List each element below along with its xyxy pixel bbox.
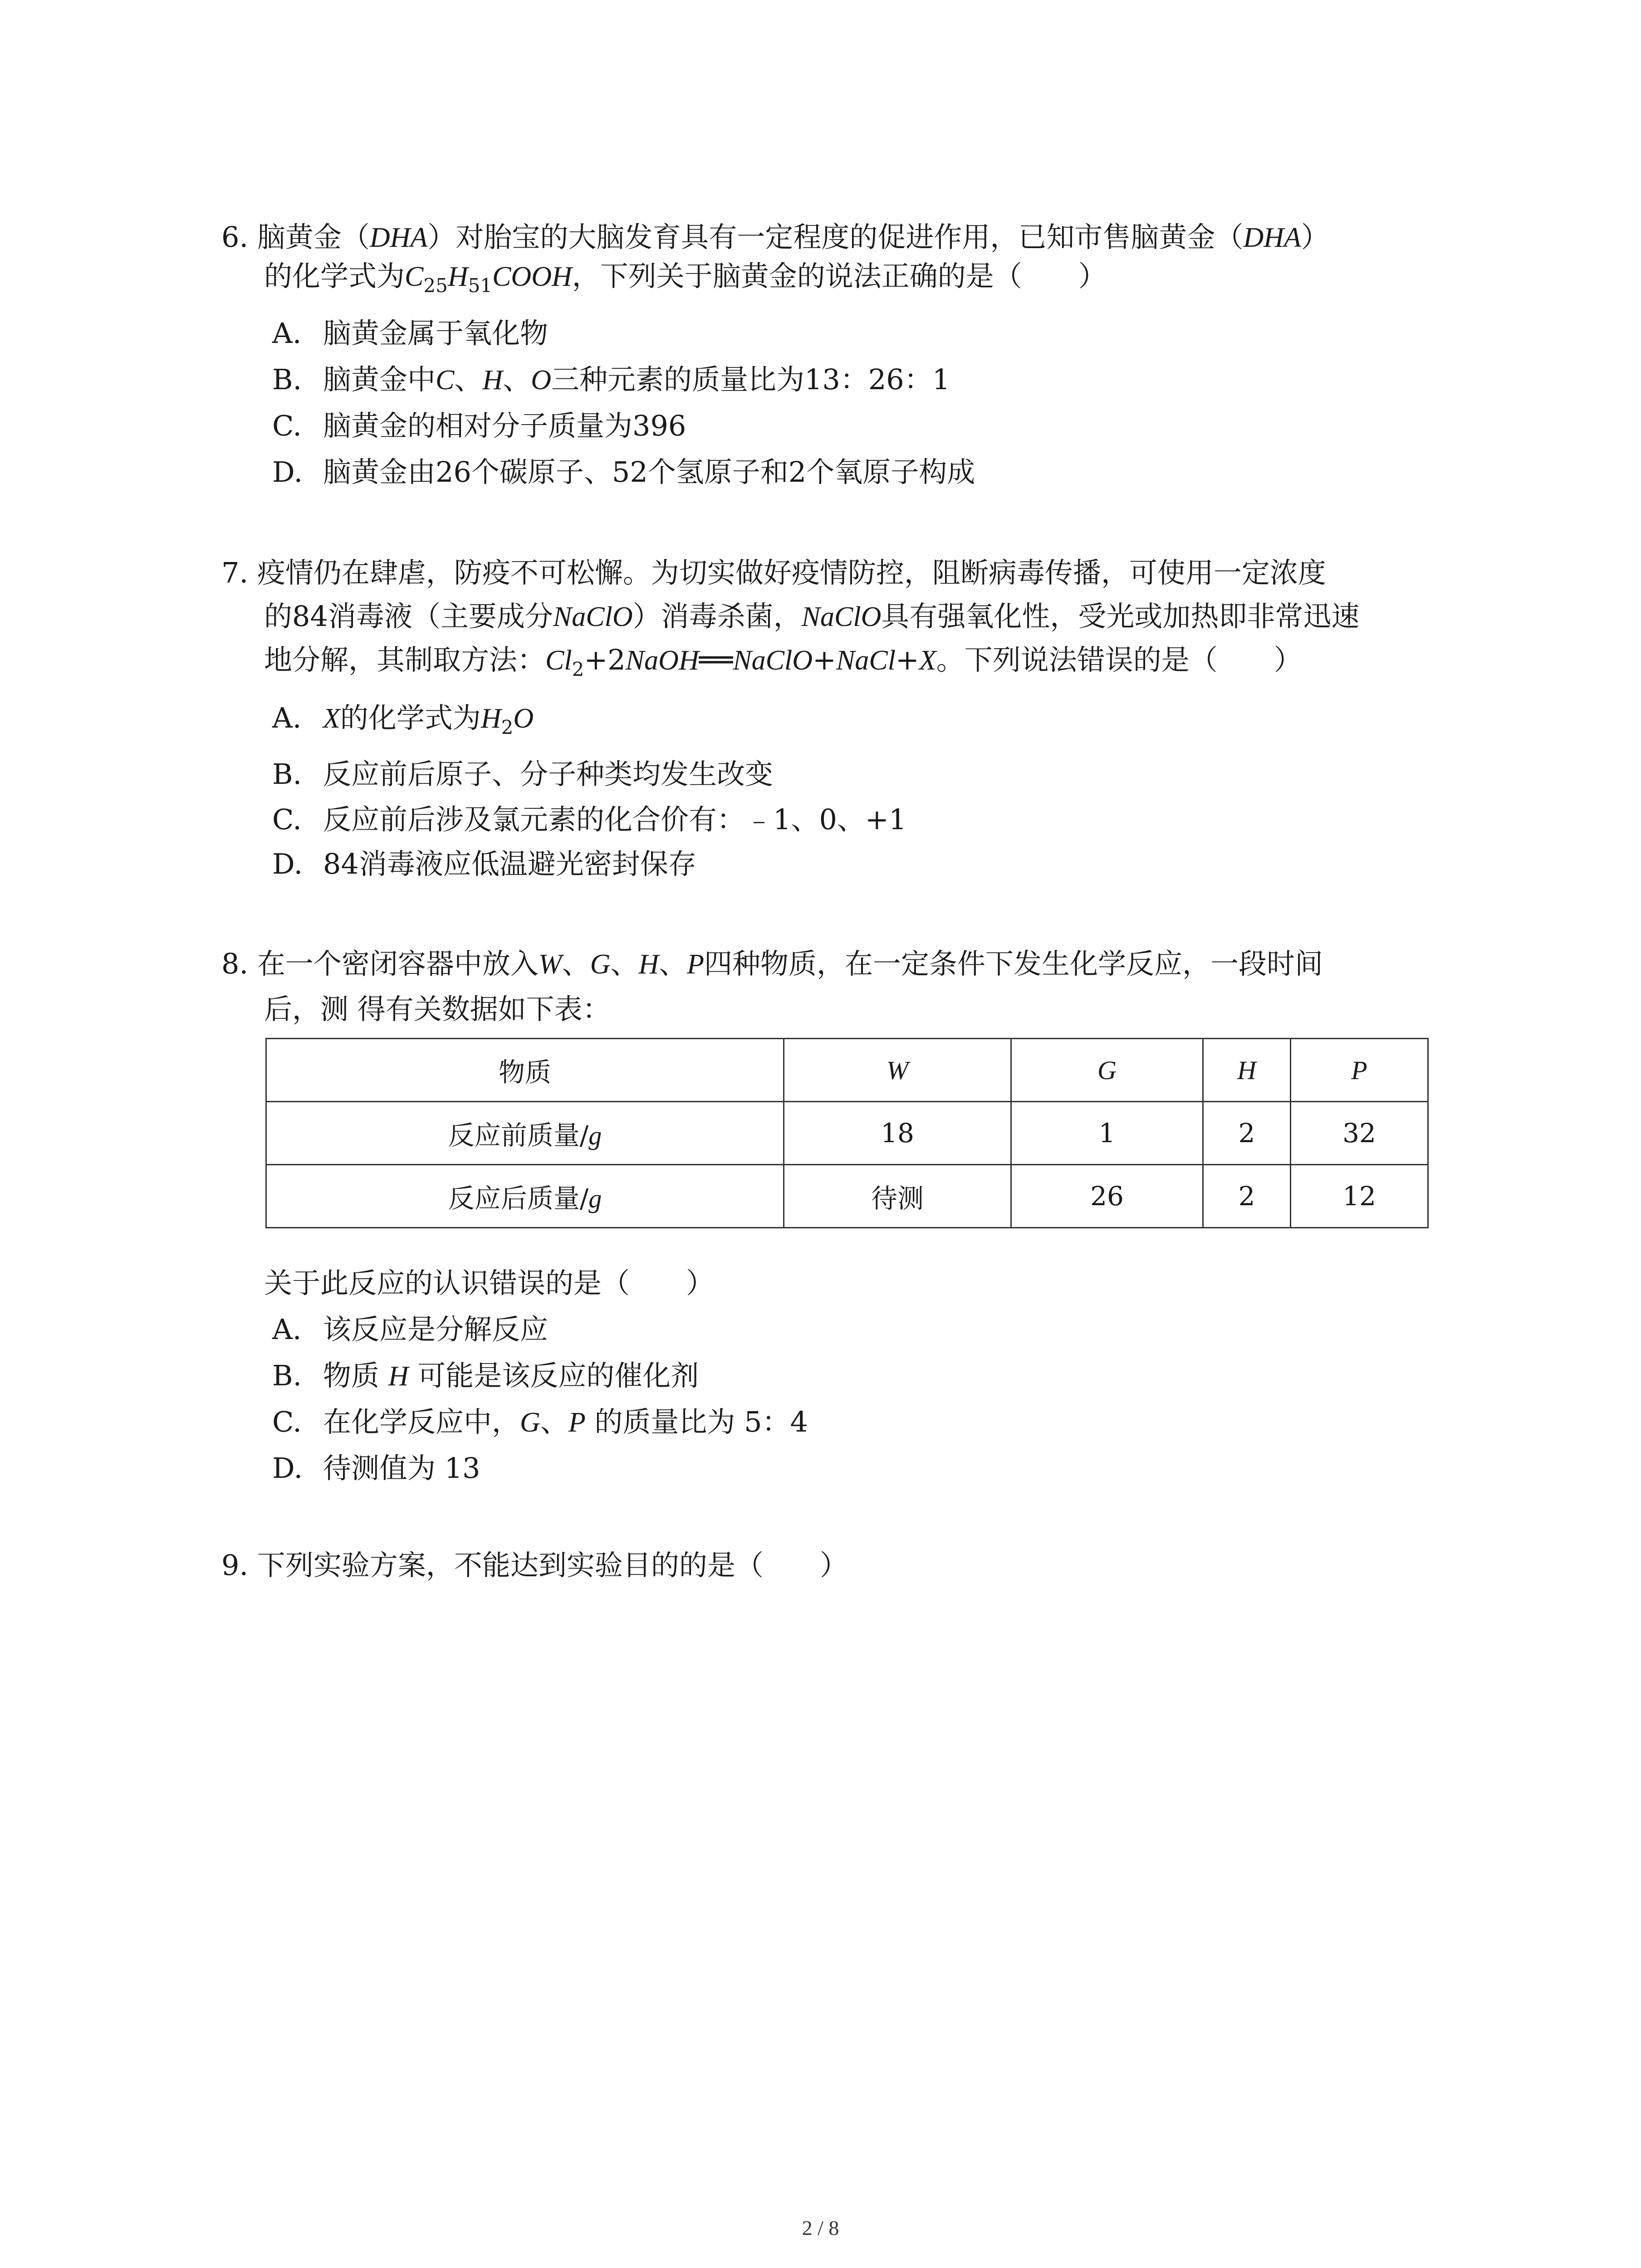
table-cell: 待测 <box>784 1165 1011 1228</box>
q8-option-b: B. 物质 H 可能是该反应的催化剂 <box>272 1359 699 1392</box>
q6-option-b: B. 脑黄金中C、H、O三种元素的质量比为13：26：1 <box>272 363 950 396</box>
table-cell: 32 <box>1291 1102 1428 1165</box>
q7-line-2: 的84消毒液（主要成分NaClO）消毒杀菌，NaClO具有强氧化性，受光或加热即非常迅速 <box>264 600 1360 633</box>
table-header-cell: G <box>1011 1039 1203 1102</box>
q8-number: 8. <box>221 947 249 980</box>
q9-number: 9. <box>221 1549 249 1582</box>
table-cell: 2 <box>1203 1102 1291 1165</box>
page-number: 2 / 8 <box>802 2216 839 2239</box>
table-row <box>266 1039 1428 1102</box>
q8-option-a: A. 该反应是分解反应 <box>272 1313 549 1346</box>
table-header-cell: 物质 <box>266 1039 784 1102</box>
q6-line-1: 6. 脑黄金（DHA）对胎宝的大脑发育具有一定程度的促进作用，已知市售脑黄金（DHA） <box>221 220 1329 254</box>
q7-line-3: 地分解，其制取方法：$Cl_2+2NaOH══NaClO+NaCl+X$。下列说法错误的是（ ） <box>264 643 1302 680</box>
q8-option-d: D. 待测值为 13 <box>272 1452 480 1485</box>
q6-option-a: A. 脑黄金属于氧化物 <box>272 317 549 350</box>
q7-option-d: D. 84消毒液应低温避光密封保存 <box>272 847 696 880</box>
q7-option-c: C. 反应前后涉及氯元素的化合价有：﹣1、0、+1 <box>272 803 907 836</box>
table-cell: 2 <box>1203 1165 1291 1228</box>
table-row-label: 反应前质量/g <box>266 1102 784 1165</box>
q8-line-1: 8. 在一个密闭容器中放入W、G、H、P四种物质，在一定条件下发生化学反应，一段时间 <box>221 947 1323 980</box>
q8-line-2: 后，测 得有关数据如下表： <box>264 992 611 1026</box>
q7-option-b: B. 反应前后原子、分子种类均发生改变 <box>272 758 774 791</box>
q7-number: 7. <box>221 556 249 589</box>
q9-line-1: 9. 下列实验方案，不能达到实验目的的是（ ） <box>221 1549 848 1582</box>
table-header-cell: W <box>784 1039 1011 1102</box>
table-header-cell: H <box>1203 1039 1291 1102</box>
q6-option-c: C. 脑黄金的相对分子质量为396 <box>272 409 686 442</box>
table-cell: 12 <box>1291 1165 1428 1228</box>
table-header-cell: P <box>1291 1039 1428 1102</box>
q8-option-c: C. 在化学反应中，G、P 的质量比为 5：4 <box>272 1405 808 1438</box>
q7-option-a: A. X的化学式为$H_2O$ <box>272 701 534 738</box>
q8-data-table <box>265 1038 1429 1228</box>
q6-number: 6. <box>221 220 249 254</box>
table-cell: 26 <box>1011 1165 1203 1228</box>
table-row <box>266 1165 1428 1228</box>
q6-option-d: D. 脑黄金由26个碳原子、52个氢原子和2个氧原子构成 <box>272 455 975 489</box>
q7-line-1: 7. 疫情仍在肆虐，防疫不可松懈。为切实做好疫情防控，阻断病毒传播，可使用一定浓度 <box>221 556 1326 589</box>
table-cell: 1 <box>1011 1102 1203 1165</box>
q6-line-2: 的化学式为$C_{25}H_{51}COOH$，下列关于脑黄金的说法正确的是（ ） <box>264 259 1107 297</box>
table-row-label: 反应后质量/g <box>266 1165 784 1228</box>
table-row <box>266 1102 1428 1165</box>
table-cell: 18 <box>784 1102 1011 1165</box>
q8-prompt: 关于此反应的认识错误的是（ ） <box>264 1266 715 1300</box>
